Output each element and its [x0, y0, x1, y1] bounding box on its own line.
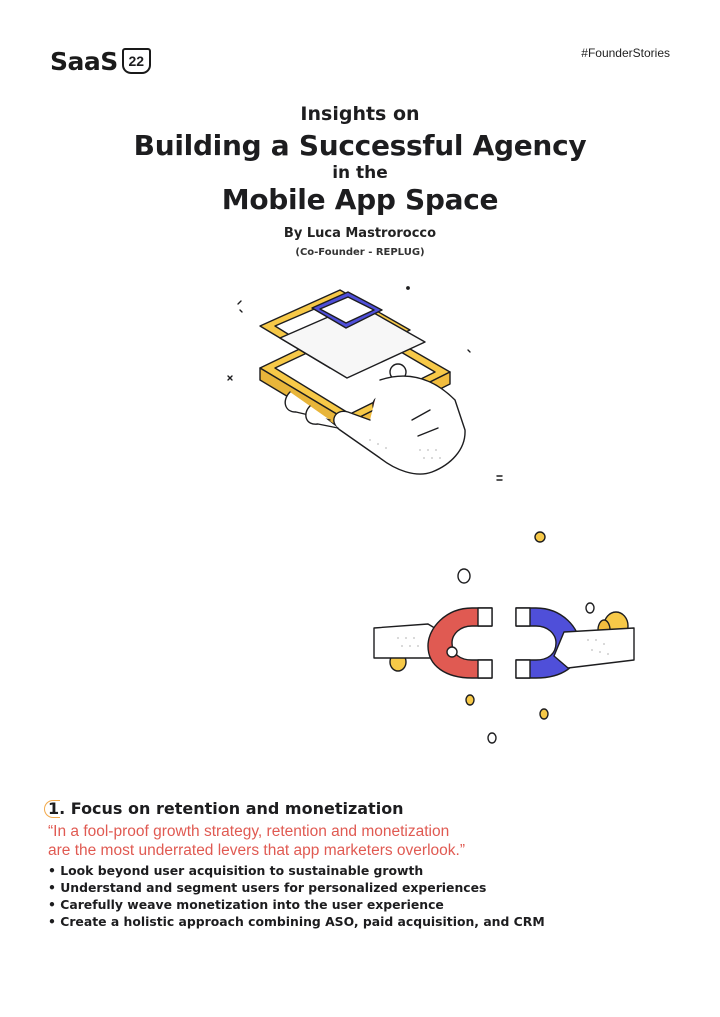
title-line-mobile: Mobile App Space	[221, 183, 499, 216]
title-line-insights: Insights on	[300, 103, 420, 125]
logo-wordmark: SaaS	[50, 46, 118, 76]
highlight-mark	[44, 800, 60, 818]
magnets-attracting-coins-illustration	[368, 528, 640, 748]
quote-line-2: are the most underrated levers that app marketers overlook.”	[48, 842, 465, 859]
quote-line-1: “In a fool-proof growth strategy, retention and monetization	[48, 823, 450, 840]
phone-in-hand-illustration	[220, 280, 510, 490]
bullet-item: • Carefully weave monetization into the user experience	[48, 897, 444, 912]
bullet-item: • Understand and segment users for personalized experiences	[48, 880, 487, 895]
bullet-item: • Look beyond user acquisition to sustainable growth	[48, 863, 424, 878]
section-title	[48, 798, 688, 820]
bullet-item: • Create a holistic approach combining ASO, paid acquisition, and CRM	[48, 914, 545, 929]
logo-badge: 22	[122, 48, 151, 74]
title-line-agency: Building a Successful Agency	[133, 129, 587, 162]
bullet-list	[48, 862, 688, 930]
section-retention-monetization	[48, 798, 688, 930]
title-block	[0, 100, 720, 258]
hashtag-label: #FounderStories	[581, 46, 670, 60]
author-role: (Co-Founder - REPLUG)	[295, 247, 425, 258]
saas22-logo	[50, 48, 151, 74]
section-title-text: 1. Focus on retention and monetization	[48, 799, 404, 818]
title-line-in-the: in the	[332, 163, 388, 183]
author-name: By Luca Mastrorocco	[283, 226, 437, 241]
